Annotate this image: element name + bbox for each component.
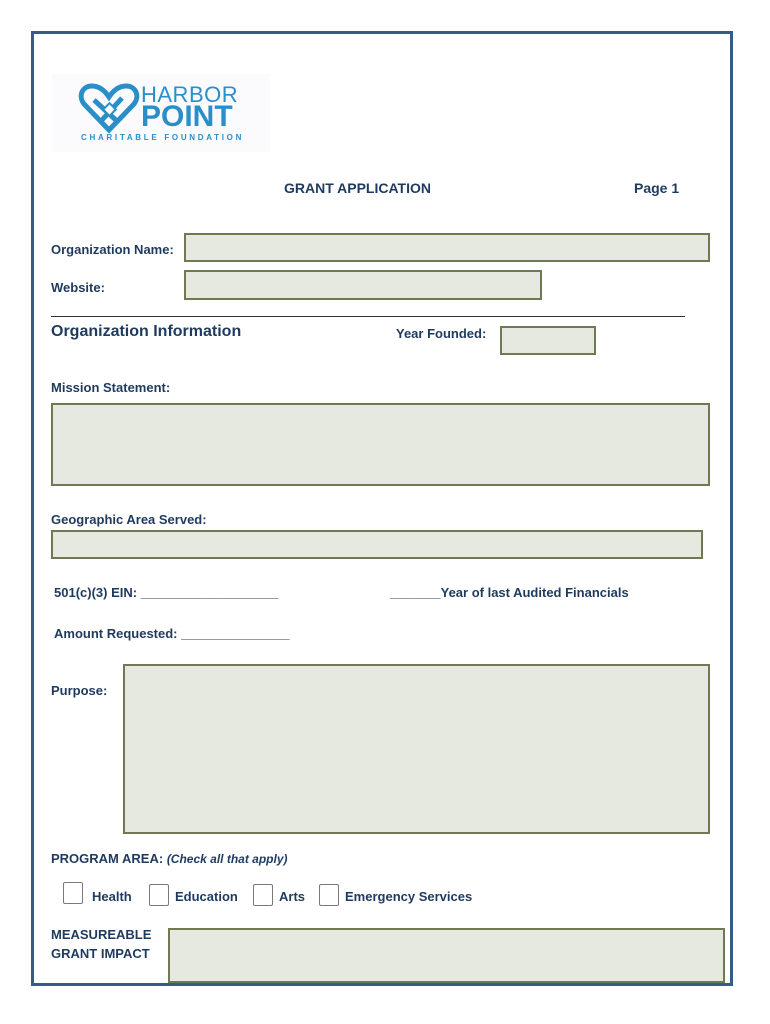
website-label: Website:: [51, 280, 105, 295]
emergency-services-checkbox[interactable]: [319, 884, 339, 906]
logo-line-2: POINT: [141, 100, 233, 133]
heart-knot-icon: [78, 82, 140, 134]
health-checkbox[interactable]: [63, 882, 83, 904]
org-name-label: Organization Name:: [51, 242, 174, 257]
geo-label: Geographic Area Served:: [51, 512, 207, 527]
program-label-text: PROGRAM AREA:: [51, 851, 164, 866]
page-title: GRANT APPLICATION: [284, 180, 431, 196]
education-label: Education: [175, 889, 238, 904]
impact-label-line-1: MEASUREABLE: [51, 927, 152, 942]
year-founded-field[interactable]: [500, 326, 596, 355]
impact-label-line-2: GRANT IMPACT: [51, 946, 150, 961]
education-checkbox[interactable]: [149, 884, 169, 906]
audit-year-field[interactable]: _______Year of last Audited Financials: [390, 585, 629, 600]
arts-checkbox[interactable]: [253, 884, 273, 906]
geo-field[interactable]: [51, 530, 703, 559]
logo-line-1: HARBOR: [141, 82, 239, 107]
section-title: Organization Information: [51, 323, 242, 340]
year-founded-label: Year Founded:: [396, 326, 487, 341]
amount-field[interactable]: Amount Requested: _______________: [54, 626, 290, 641]
impact-field[interactable]: [168, 928, 725, 983]
purpose-field[interactable]: [123, 664, 710, 834]
logo-line-3: CHARITABLE FOUNDATION: [81, 133, 245, 142]
emergency-services-label: Emergency Services: [345, 889, 473, 904]
ein-field[interactable]: 501(c)(3) EIN: ___________________: [54, 585, 279, 600]
mission-label: Mission Statement:: [51, 380, 171, 395]
website-field[interactable]: [184, 270, 542, 300]
org-name-field[interactable]: [184, 233, 710, 262]
mission-field[interactable]: [51, 403, 710, 486]
arts-label: Arts: [279, 889, 306, 904]
page-number: Page 1: [634, 180, 680, 196]
purpose-label: Purpose:: [51, 683, 108, 698]
program-hint: (Check all that apply): [166, 852, 288, 866]
page-border: [31, 31, 733, 986]
impact-label: [51, 925, 151, 963]
health-label: Health: [92, 889, 132, 904]
divider: [51, 316, 685, 317]
program-label: [51, 851, 288, 866]
